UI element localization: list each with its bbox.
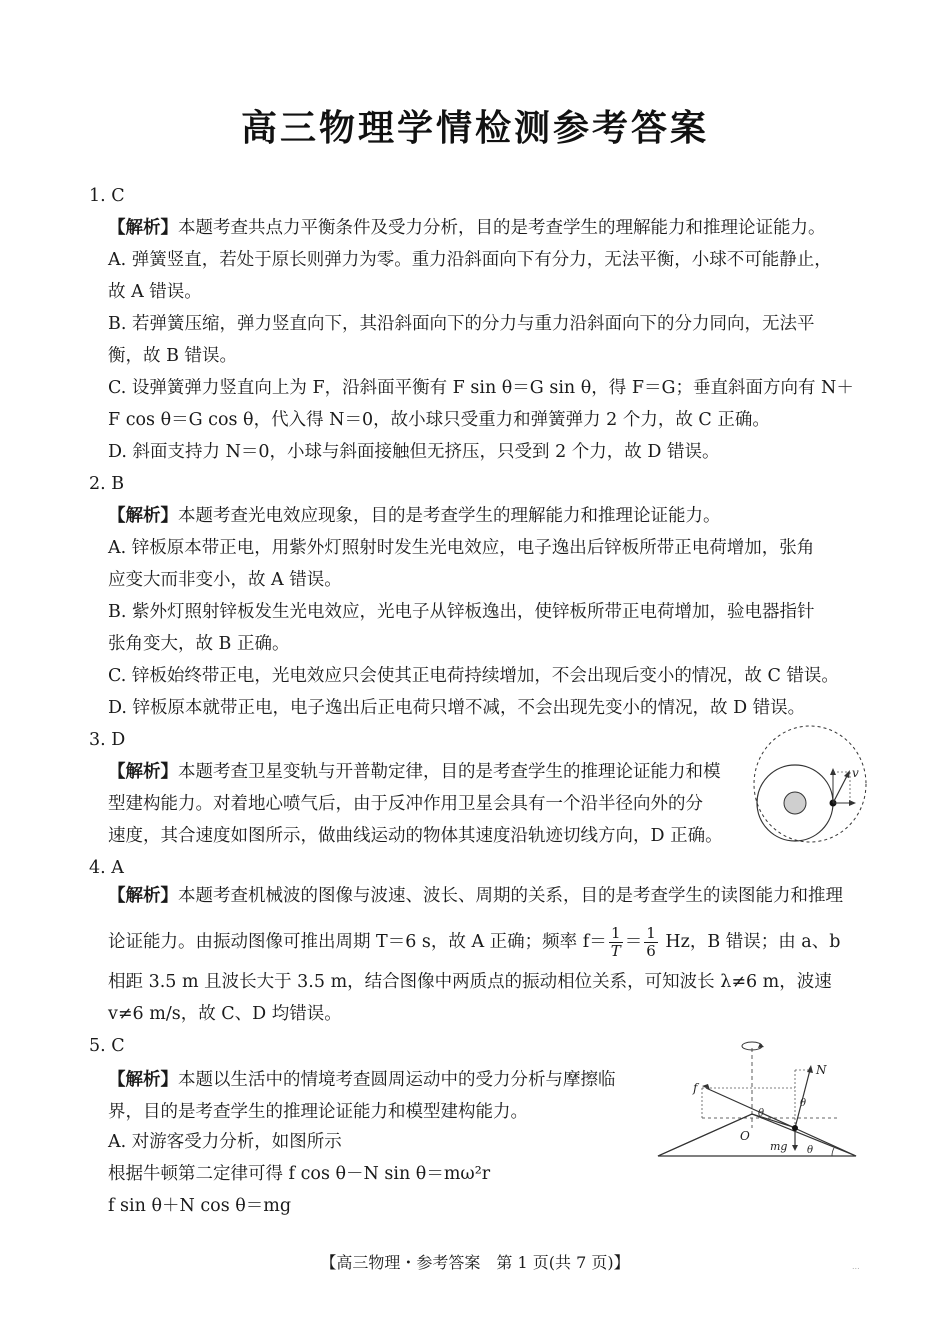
q3-analysis-line3: 速度，其合速度如图所示，做曲线运动的物体其速度沿轨迹切线方向，D 正确。: [108, 826, 723, 846]
friction-force-arrow: [706, 1088, 795, 1128]
q4-analysis-line1: [108, 884, 843, 908]
frac1-denominator: T: [610, 942, 621, 960]
elliptical-orbit: [754, 726, 866, 842]
label-mg: mg: [770, 1140, 788, 1153]
q4-text2b: Hz，B 错误；由 a、b: [659, 932, 841, 952]
q5-number: 5. C: [89, 1036, 125, 1056]
q2-option-b-line2: 张角变大，故 B 正确。: [108, 634, 290, 654]
q2-option-a-line1: A. 锌板原本带正电，用紫外灯照射时发生光电效应，电子逸出后锌板所带正电荷增加，张角: [108, 538, 815, 558]
q5-analysis-line1: [108, 1068, 616, 1092]
q1-option-c-line2: F cos θ＝G cos θ，代入得 N＝0，故小球只受重力和弹簧弹力 2 个力，故 C 正确。: [108, 410, 770, 430]
q1-option-b-line1: B. 若弹簧压缩，弹力竖直向下，其沿斜面向下的分力与重力沿斜面向下的分力同向，无法平: [108, 314, 815, 334]
q2-tag: 【解析】: [108, 506, 178, 526]
corner-mark: ...: [852, 1262, 860, 1271]
q4-text1: 本题考查机械波的图像与波速、波长、周期的关系，目的是考查学生的读图能力和推理: [178, 886, 843, 906]
q2-number: 2. B: [89, 474, 125, 494]
q1-option-c-line1: C. 设弹簧弹力竖直向上为 F，沿斜面平衡有 F sin θ＝G sin θ，得 F＝G；垂直斜面方向有 N＋: [108, 378, 854, 398]
q2-option-b-line1: B. 紫外灯照射锌板发生光电效应，光电子从锌板逸出，使锌板所带正电荷增加，验电器指针: [108, 602, 815, 622]
q1-number: 1. C: [89, 186, 125, 206]
fraction-1-over-T: [609, 925, 623, 960]
fraction-1-over-6: [644, 925, 658, 960]
frac2-denominator: 6: [646, 942, 656, 960]
q5-tag: 【解析】: [108, 1070, 178, 1090]
q4-analysis-line2: [108, 925, 840, 960]
label-theta-2: θ: [800, 1098, 807, 1109]
q2-intro: 本题考查光电效应现象，目的是考查学生的理解能力和推理论证能力。: [178, 506, 721, 526]
q1-tag: 【解析】: [108, 218, 178, 238]
page-footer: 【高三物理・参考答案 第 1 页(共 7 页)】: [320, 1253, 630, 1272]
label-theta-3: θ: [807, 1145, 814, 1156]
frac2-numerator: 1: [646, 924, 656, 942]
q1-intro: 本题考查共点力平衡条件及受力分析，目的是考查学生的理解能力和推理论证能力。: [178, 218, 826, 238]
earth-icon: [784, 792, 806, 814]
q4-analysis-line3: 相距 3.5 m 且波长大于 3.5 m，结合图像中两质点的振动相位关系，可知波长 λ≠6 m，波速: [108, 972, 832, 992]
q3-number: 3. D: [89, 730, 126, 750]
q5-equation-1: 根据牛顿第二定律可得 f cos θ－N sin θ＝mω²r: [108, 1164, 491, 1184]
q2-option-d-line1: D. 锌板原本就带正电，电子逸出后正电荷只增不减，不会出现先变小的情况，故 D 错误。: [108, 698, 806, 718]
q2-analysis: [108, 504, 721, 528]
cone-surface: [658, 1114, 856, 1156]
q3-analysis-line1: [108, 760, 721, 784]
q4-text2a: 论证能力。由振动图像可推出周期 T＝6 s，故 A 正确；频率 f＝: [108, 932, 607, 952]
q5-text1: 本题以生活中的情境考查圆周运动中的受力分析与摩擦临: [178, 1070, 616, 1090]
q5-analysis-line2: 界，目的是考查学生的推理论证能力和模型建构能力。: [108, 1102, 528, 1122]
q4-number: 4. A: [89, 858, 124, 878]
q4-tag: 【解析】: [108, 886, 178, 906]
resultant-velocity-arrow: [833, 774, 848, 803]
label-O: O: [740, 1129, 750, 1143]
q4-analysis-line4: v≠6 m/s，故 C、D 均错误。: [108, 1004, 342, 1024]
label-f: f: [693, 1081, 698, 1095]
q1-option-a-line2: 故 A 错误。: [108, 282, 202, 302]
q3-analysis-line2: 型建构能力。对着地心喷气后，由于反冲作用卫星会具有一个沿半径向外的分: [108, 794, 703, 814]
q2-option-c-line1: C. 锌板始终带正电，光电效应只会使其正电荷持续增加，不会出现后变小的情况，故 C 错误。: [108, 666, 839, 686]
q5-option-a: A. 对游客受力分析，如图所示: [108, 1132, 342, 1152]
q1-analysis: [108, 216, 826, 240]
frac1-numerator: 1: [609, 925, 623, 943]
equals-sign: ＝: [624, 932, 643, 952]
q5-equation-2: f sin θ＋N cos θ＝mg: [108, 1196, 292, 1216]
q1-option-d-line1: D. 斜面支持力 N＝0，小球与斜面接触但无挤压，只受到 2 个力，故 D 错误。: [108, 442, 720, 462]
velocity-label: v: [852, 766, 859, 780]
label-theta-1: θ: [758, 1108, 765, 1119]
page-title: 高三物理学情检测参考答案: [240, 108, 709, 149]
q2-option-a-line2: 应变大而非变小，故 A 错误。: [108, 570, 342, 590]
satellite-orbit-figure: [750, 722, 870, 852]
q1-option-a-line1: A. 弹簧竖直，若处于原长则弹力为零。重力沿斜面向下有分力，无法平衡，小球不可能静止，: [108, 250, 832, 270]
label-N: N: [816, 1063, 827, 1077]
q1-option-b-line2: 衡，故 B 错误。: [108, 346, 237, 366]
visitor-dot: [792, 1125, 798, 1131]
q3-text1: 本题考查卫星变轨与开普勒定律，目的是考查学生的推理论证能力和模: [178, 762, 721, 782]
rotating-cone-force-figure: [650, 1030, 862, 1160]
q3-tag: 【解析】: [108, 762, 178, 782]
